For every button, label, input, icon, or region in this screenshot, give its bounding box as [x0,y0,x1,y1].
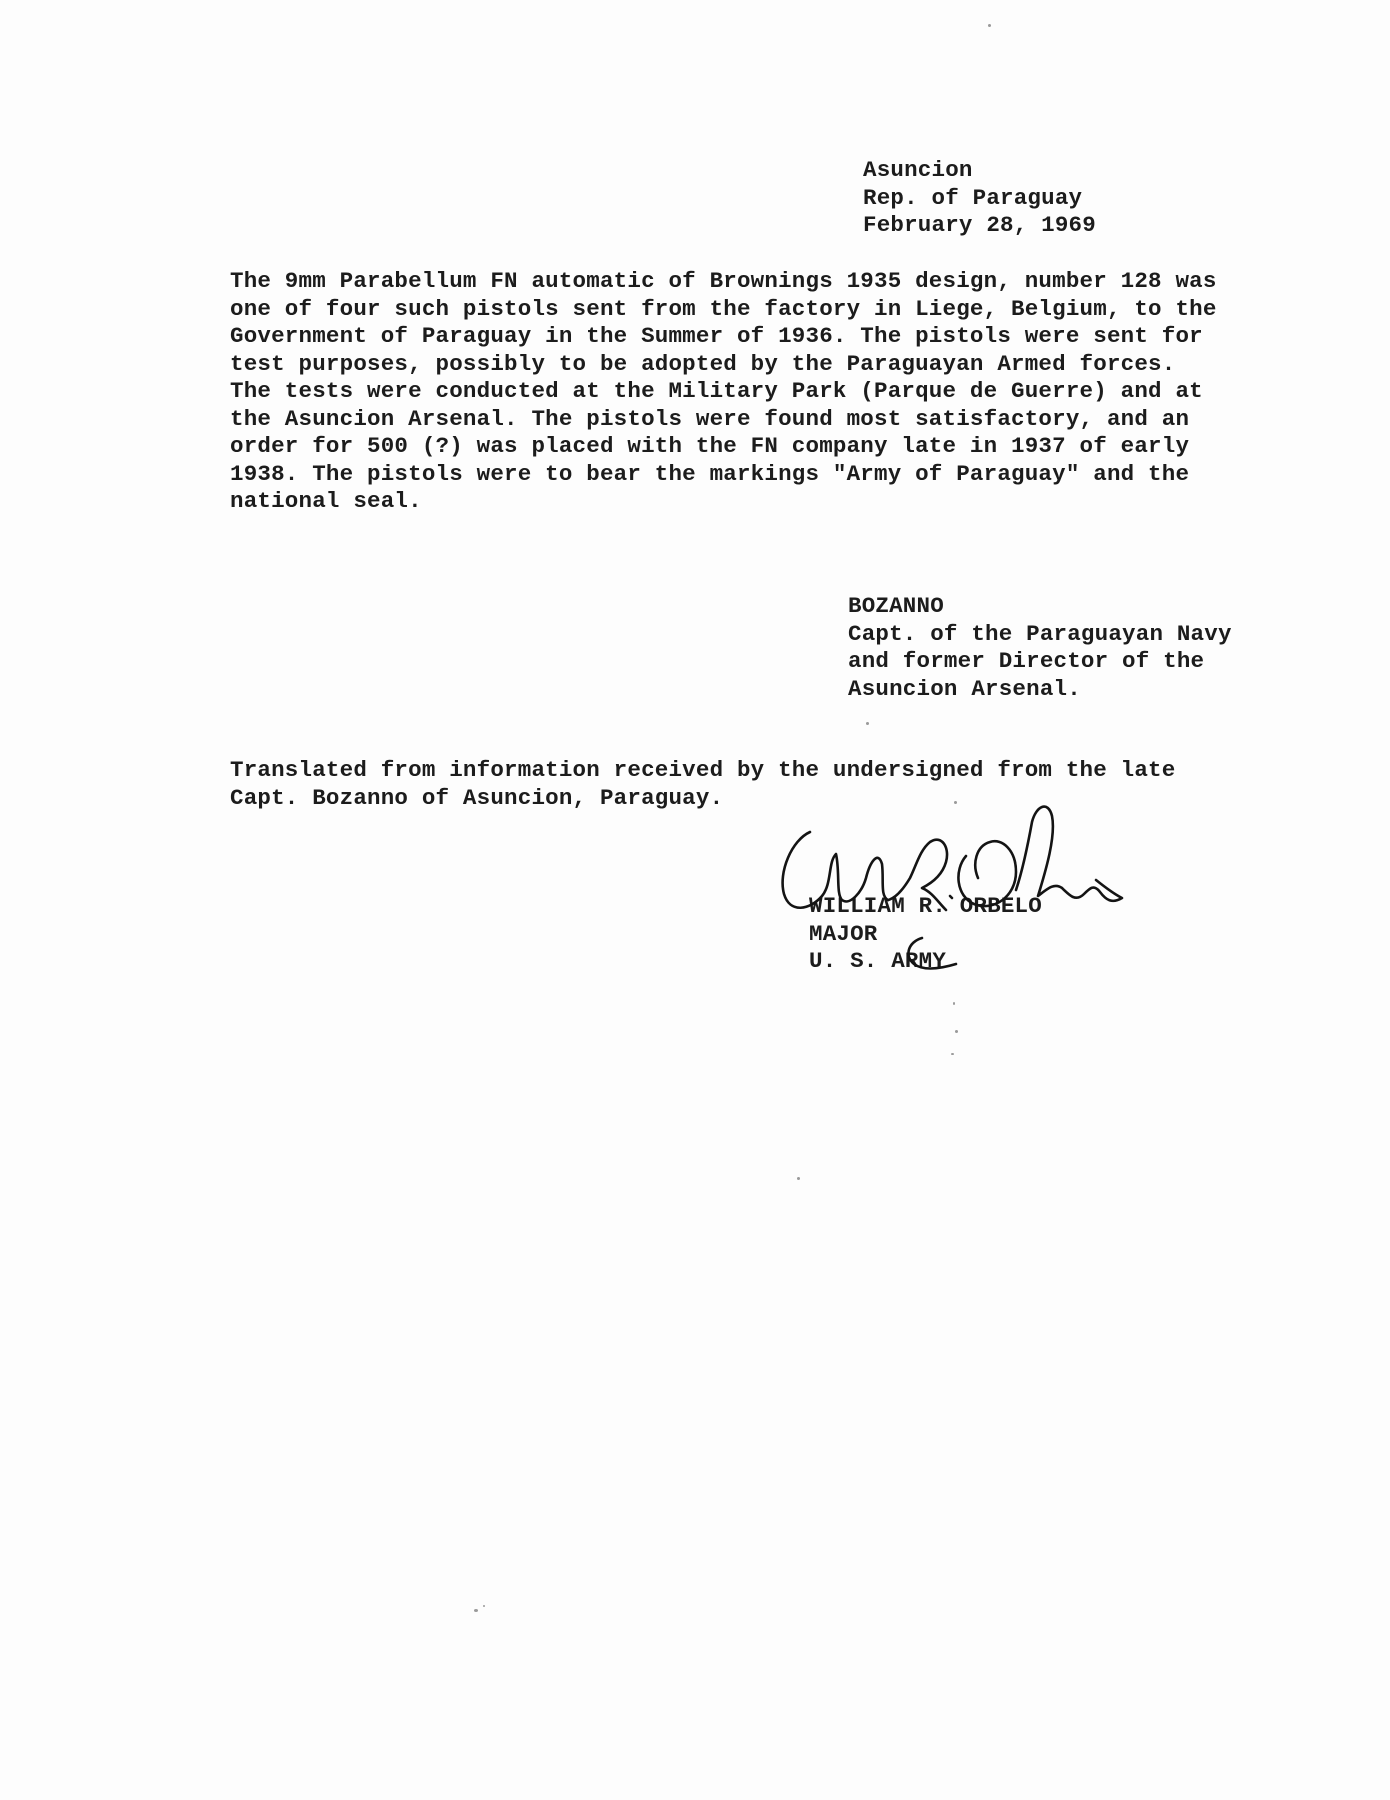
body-line: test purposes, possibly to be adopted by the Paraguayan Armed forces. [230,350,1176,377]
attribution-name: BOZANNO [848,593,944,619]
scan-speck [955,1030,958,1033]
signer-service: U. S. ARMY [809,948,947,974]
place-city: Asuncion [863,157,973,183]
scan-speck [474,1609,478,1612]
place-country: Rep. of Paraguay [863,184,1083,211]
signature-stroke [908,938,956,969]
signature-stroke [950,896,952,898]
signer-rank: MAJOR [809,920,878,947]
scan-speck [866,722,869,725]
scan-speck [797,1177,800,1180]
translation-line: Translated from information received by the undersigned from the late [230,757,1176,783]
signature-stroke [1016,807,1062,896]
attribution-title: Capt. of the Paraguayan Navy [848,620,1232,647]
attribution-title: and former Director of the [848,648,1205,674]
signature-stroke [958,841,1016,906]
translation-line: Capt. Bozanno of Asuncion, Paraguay. [230,784,724,811]
body-line: The tests were conducted at the Military Park (Parque de Guerre) and at [230,378,1203,404]
body-line: The 9mm Parabellum FN automatic of Brownings 1935 design, number 128 was [230,268,1217,294]
body-line: national seal. [230,488,422,514]
body-line: one of four such pistols sent from the factory in Liege, Belgium, to the [230,295,1217,322]
place-date-block [863,157,1096,240]
body-line: 1938. The pistols were to bear the markings "Army of Paraguay" and the [230,460,1190,487]
scan-speck [951,1053,954,1055]
scan-speck [483,1605,485,1607]
body-line: order for 500 (?) was placed with the FN company late in 1937 of early [230,433,1190,459]
attribution-block [848,593,1232,703]
document-date: February 28, 1969 [863,212,1096,238]
signature-stroke [1062,880,1122,901]
scan-speck [988,24,991,27]
signature-stroke [888,840,947,910]
signature-stroke [783,832,888,908]
handwritten-signature [770,792,1140,982]
body-line: the Asuncion Arsenal. The pistols were found most satisfactory, and an [230,405,1190,432]
attribution-title: Asuncion Arsenal. [848,675,1081,702]
scan-speck [954,801,957,804]
body-line: Government of Paraguay in the Summer of 1936. The pistols were sent for [230,323,1203,349]
signer-name: WILLIAM R. ORBELO [809,893,1042,919]
body-paragraph [230,268,1217,516]
scan-speck [953,1002,955,1005]
